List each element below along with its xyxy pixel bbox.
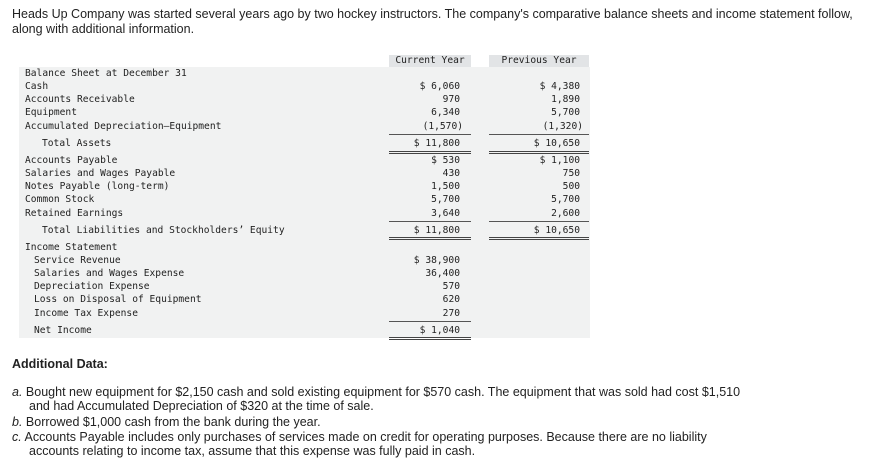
- ar-previous: 1,890: [551, 94, 580, 105]
- row-label-loss-on-disposal: Loss on Disposal of Equipment: [34, 294, 202, 305]
- intro-paragraph: Heads Up Company was started several years ago by two hockey instructors. The company's comparative balance sheets and income statement follow, along with additional information.: [12, 7, 853, 36]
- total-assets-previous: $ 10,650: [533, 138, 580, 149]
- total-rule: [489, 237, 589, 238]
- current-year-header: Current Year: [395, 55, 465, 66]
- cash-previous: $ 4,380: [539, 81, 580, 92]
- salaries-expense-current: 36,400: [425, 268, 460, 279]
- row-label-accum-depreciation: Accumulated Depreciation–Equipment: [25, 121, 222, 132]
- additional-item-a: [12, 385, 872, 413]
- total-le-previous: $ 10,650: [533, 225, 580, 236]
- item-text: Bought new equipment for $2,150 cash and sold existing equipment for $570 cash. The equipment that was sold had cost $1,510: [25, 385, 741, 399]
- item-text: Borrowed $1,000 cash from the bank during the year.: [25, 415, 321, 429]
- row-label-common-stock: Common Stock: [25, 194, 95, 205]
- cash-current: $ 6,060: [419, 81, 460, 92]
- item-lead: a.: [12, 385, 23, 399]
- total-rule: [489, 153, 589, 154]
- accum-dep-current: (1,570): [422, 121, 463, 132]
- depreciation-expense-current: 570: [442, 281, 460, 292]
- income-tax-expense-current: 270: [442, 308, 460, 319]
- equipment-previous: 5,700: [551, 107, 580, 118]
- income-statement-title: Income Statement: [25, 242, 118, 253]
- total-rule: [489, 239, 589, 240]
- previous-year-header: Previous Year: [501, 55, 577, 66]
- accum-dep-previous: (1,320): [542, 121, 583, 132]
- row-label-income-tax-expense: Income Tax Expense: [34, 308, 138, 319]
- subtotal-rule: [389, 134, 471, 135]
- subtotal-rule: [389, 221, 471, 222]
- equipment-current: 6,340: [431, 107, 460, 118]
- row-label-accounts-receivable: Accounts Receivable: [25, 94, 135, 105]
- loss-on-disposal-current: 620: [442, 294, 460, 305]
- subtotal-rule: [489, 134, 589, 135]
- total-rule: [489, 151, 589, 152]
- row-label-retained-earnings: Retained Earnings: [25, 208, 124, 219]
- row-label-accounts-payable: Accounts Payable: [25, 155, 118, 166]
- common-stock-previous: 5,700: [551, 194, 580, 205]
- ap-current: $ 530: [431, 155, 460, 166]
- row-label-total-assets: Total Assets: [42, 138, 112, 149]
- common-stock-current: 5,700: [431, 194, 460, 205]
- item-text: Accounts Payable includes only purchases of services made on credit for operating purposes. Because there are no liability: [24, 430, 707, 444]
- row-label-equipment: Equipment: [25, 107, 77, 118]
- item-continuation: accounts relating to income tax, assume that this expense was fully paid in cash.: [29, 444, 476, 458]
- retained-earnings-previous: 2,600: [551, 208, 580, 219]
- row-label-cash: Cash: [25, 81, 49, 92]
- total-rule: [389, 239, 471, 240]
- total-rule: [389, 339, 471, 340]
- additional-item-c: [12, 430, 872, 458]
- row-label-salaries-expense: Salaries and Wages Expense: [34, 268, 185, 279]
- row-label-notes-payable: Notes Payable (long-term): [25, 181, 170, 192]
- total-rule: [389, 151, 471, 152]
- ar-current: 970: [442, 94, 460, 105]
- row-label-net-income: Net Income: [34, 325, 92, 336]
- row-label-salaries-payable: Salaries and Wages Payable: [25, 168, 176, 179]
- salaries-payable-current: 430: [442, 168, 460, 179]
- notes-payable-current: 1,500: [431, 181, 460, 192]
- total-rule: [389, 153, 471, 154]
- subtotal-rule: [489, 221, 589, 222]
- ap-previous: $ 1,100: [539, 155, 580, 166]
- subtotal-rule: [389, 321, 471, 322]
- row-label-service-revenue: Service Revenue: [34, 255, 121, 266]
- additional-item-b: [12, 415, 872, 429]
- total-rule: [389, 337, 471, 338]
- item-lead: b.: [12, 415, 23, 429]
- service-revenue-current: $ 38,900: [413, 255, 460, 266]
- balance-sheet-title: Balance Sheet at December 31: [25, 68, 187, 79]
- retained-earnings-current: 3,640: [431, 208, 460, 219]
- item-continuation: and had Accumulated Depreciation of $320 at the time of sale.: [29, 399, 374, 413]
- additional-data-title: Additional Data:: [12, 357, 108, 371]
- row-label-depreciation-expense: Depreciation Expense: [34, 281, 150, 292]
- total-rule: [389, 237, 471, 238]
- total-le-current: $ 11,800: [413, 225, 460, 236]
- item-lead: c.: [12, 430, 22, 444]
- salaries-payable-previous: 750: [562, 168, 580, 179]
- notes-payable-previous: 500: [562, 181, 580, 192]
- row-label-total-liabilities-equity: Total Liabilities and Stockholders’ Equity: [42, 225, 285, 236]
- total-assets-current: $ 11,800: [413, 138, 460, 149]
- net-income-current: $ 1,040: [419, 325, 460, 336]
